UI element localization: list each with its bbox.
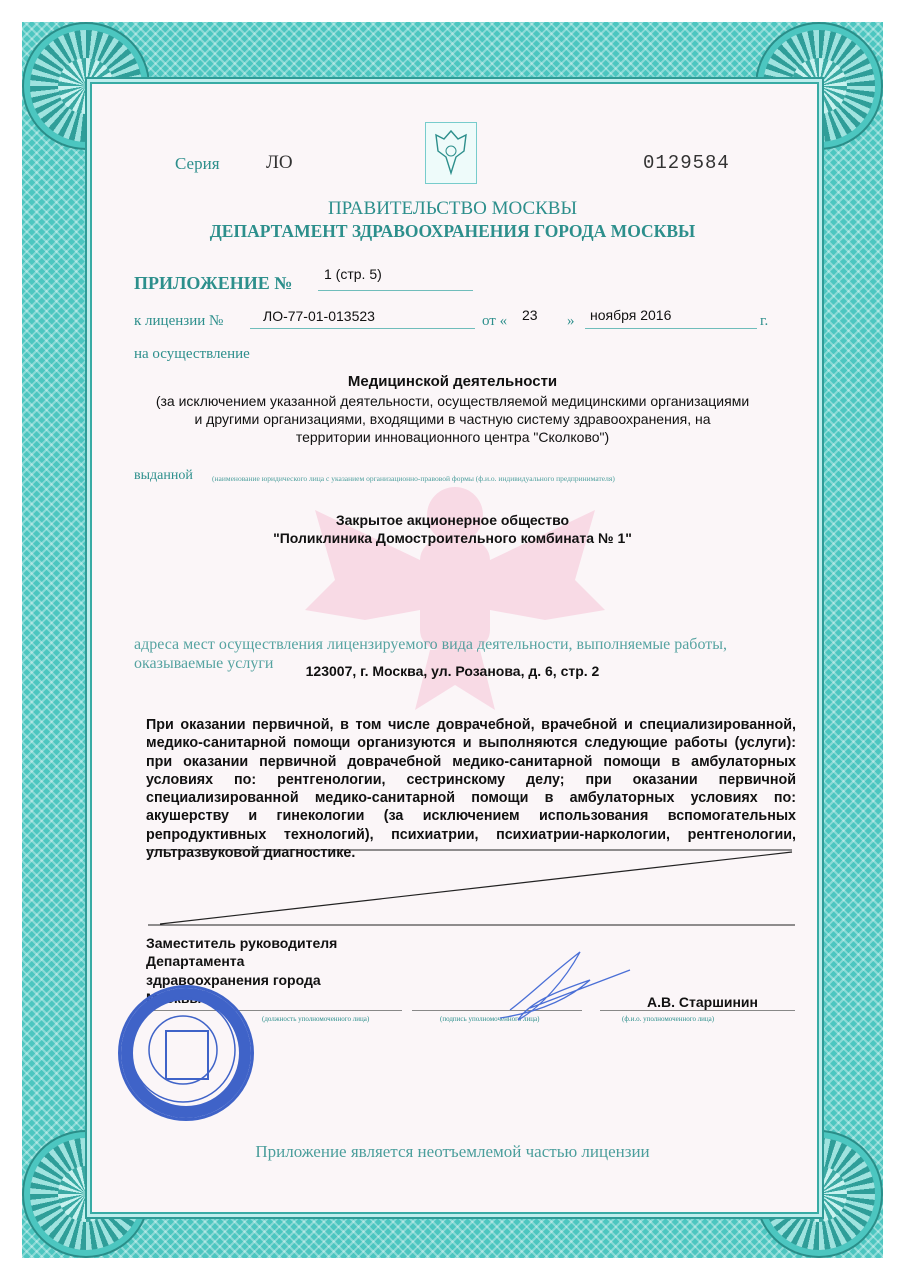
activity-line-2: и другими организациями, входящими в частную систему здравоохранения, на xyxy=(194,411,711,427)
series-label: Серия xyxy=(175,154,220,173)
year-suffix: г. xyxy=(760,313,769,329)
series-value: ЛО xyxy=(266,152,293,173)
department-title: ДЕПАРТАМЕНТ ЗДРАВООХРАНЕНИЯ ГОРОДА МОСКВЫ xyxy=(209,221,696,241)
date-underline xyxy=(585,328,757,329)
issued-hint: (наименование юридического лица с указанием организационно-правовой формы (ф.и.о. индивидуального предпринимателя) xyxy=(212,474,615,483)
signatory-position-3: здравоохранения города xyxy=(146,972,321,988)
coat-of-arms-icon xyxy=(425,122,477,184)
license-month-year: ноября 2016 xyxy=(590,307,672,323)
official-seal xyxy=(118,985,254,1121)
organization-line-1: Закрытое акционерное общество xyxy=(335,512,570,528)
activity-line-3: территории инновационного центра "Сколково") xyxy=(295,429,610,445)
signatory-position-1: Заместитель руководителя xyxy=(146,935,338,951)
appendix-number: 1 (стр. 5) xyxy=(324,266,382,282)
signatory-name: А.В. Старшинин xyxy=(647,994,758,1010)
blank-number: 0129584 xyxy=(643,152,730,174)
activity-label: на осуществление xyxy=(134,346,250,362)
from-label: от « xyxy=(482,313,508,329)
addresses-label-1: адреса мест осуществления лицензируемого вида деятельности, выполняемые работы, xyxy=(134,636,727,653)
position-hint: (должность уполномоченного лица) xyxy=(262,1015,370,1023)
organization-line-2: "Поликлиника Домостроительного комбината № 1" xyxy=(273,530,632,546)
license-underline xyxy=(250,328,475,329)
addresses-label-2: оказываемые услуги xyxy=(134,655,274,672)
government-title: ПРАВИТЕЛЬСТВО МОСКВЫ xyxy=(327,198,578,219)
moscow-arms-icon xyxy=(165,1030,209,1080)
signatory-position-2: Департамента xyxy=(146,953,245,969)
strike-line xyxy=(140,848,800,928)
signature-hint: (подпись уполномоченного лица) xyxy=(440,1015,540,1023)
name-underline xyxy=(600,1010,795,1011)
address-value: 123007, г. Москва, ул. Розанова, д. 6, стр. 2 xyxy=(305,663,600,679)
issued-label: выданной xyxy=(134,468,193,483)
close-quote: » xyxy=(567,313,575,329)
name-hint: (ф.и.о. уполномоченного лица) xyxy=(622,1015,715,1023)
activity-title: Медицинской деятельности xyxy=(347,373,558,390)
services-text: При оказании первичной, в том числе доврачебной, врачебной и специализированной, медико-санитарной помощи организуются и выполняются следующие работы (услуги): при оказании первичной доврачебной медико-санитарной помощи в амбулаторных условиях по: рентгенологии, сестринскому делу; при оказании первичной специализированной медико-санитарной помощи в амбулаторных условиях по: акушерству и гинекологии (за исключением использования вспомогательных репродуктивных технологий), психиатрии, психиатрии-наркологии, рентгенологии, ультразвуковой диагностике. xyxy=(146,717,796,862)
activity-line-1: (за исключением указанной деятельности, осуществляемой медицинскими организациями xyxy=(155,393,750,409)
coat-of-arms-watermark-icon xyxy=(295,470,615,720)
appendix-underline xyxy=(318,290,473,291)
signatory-position-4: Москвы xyxy=(146,990,202,1006)
license-day: 23 xyxy=(522,307,538,323)
footer-note: Приложение является неотъемлемой частью лицензии xyxy=(255,1142,650,1161)
to-license-label: к лицензии № xyxy=(134,313,224,329)
appendix-label: ПРИЛОЖЕНИЕ № xyxy=(134,273,293,293)
license-number: ЛО-77-01-013523 xyxy=(263,308,375,324)
